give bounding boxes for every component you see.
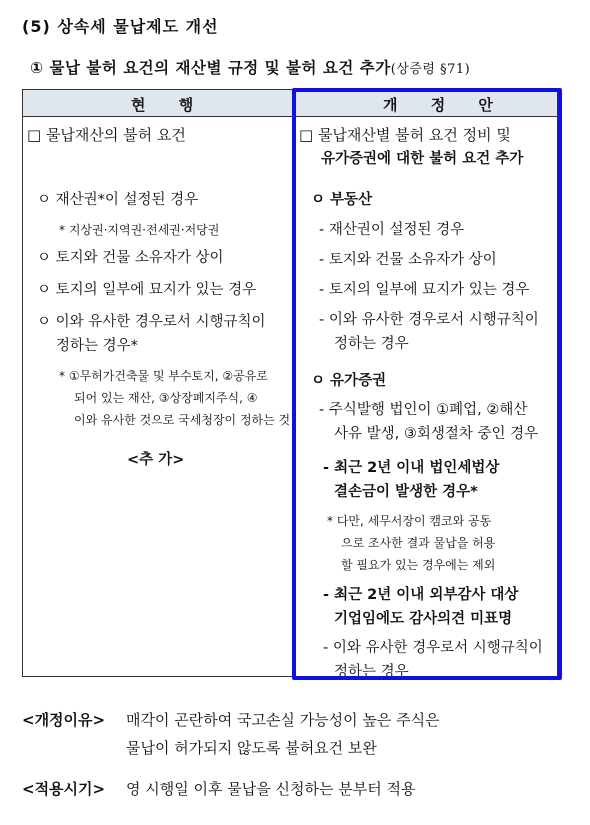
revised-box-title-line1: □ 물납재산별 불허 요건 정비 및 [299,126,511,144]
revised-highlight-box [292,88,562,680]
reason-line: 물납이 허가되지 않도록 불허요건 보완 [126,739,377,757]
current-note-line: * ①무허가건축물 및 부수토지, ②공유로 [59,369,268,383]
securities-note-line: * 다만, 세무서장이 캠코와 공동 [327,514,492,528]
current-box-title: □ 물납재산의 불허 요건 [27,126,186,144]
current-item: ㅇ 토지와 건물 소유자가 상이 [37,250,224,266]
securities-heading: ㅇ 유가증권 [311,373,387,389]
reason-label [22,707,105,733]
realestate-item: - 재산권이 설정된 경우 [319,222,465,238]
realestate-item-continued: 정하는 경우 [334,336,409,352]
current-added-label: <추 가> [127,452,185,468]
securities-note-line: 으로 조사한 결과 물납을 허용 [341,536,496,550]
reason-line: 매각이 곤란하여 국고손실 가능성이 높은 주식은 [126,711,440,729]
header-revised: 개 정 안 [383,96,507,114]
revised-box-title-line2: 유가증권에 대한 불허 요건 추가 [321,151,524,167]
realestate-item: - 토지의 일부에 묘지가 있는 경우 [319,282,530,298]
apply-label [22,776,105,802]
current-item: ㅇ 이와 유사한 경우로서 시행규칙이 [37,314,266,330]
securities-item-continued: 결손금이 발생한 경우* [334,484,478,500]
current-note-line: 되어 있는 재산, ③상장폐지주식, ④ [74,391,258,405]
securities-note-line: 할 필요가 있는 경우에는 제외 [341,558,496,572]
realestate-item: - 이와 유사한 경우로서 시행규칙이 [319,312,539,328]
securities-item: - 최근 2년 이내 법인세법상 [323,460,500,476]
subsection-title [30,56,470,78]
current-note-line: 이와 유사한 것으로 국세청장이 정하는 것 [74,413,291,427]
subsection-title-text: ① 물납 불허 요건의 재산별 규정 및 불허 요건 추가 [30,59,391,77]
reason-label-text: <개정이유> [22,711,106,729]
securities-item: - 이와 유사한 경우로서 시행규칙이 [323,640,543,656]
apply-label-text: <적용시기> [22,780,106,798]
securities-item: - 최근 2년 이내 외부감사 대상 [323,587,519,603]
current-item-continued: 정하는 경우* [56,338,138,354]
apply-text: 영 시행일 이후 물납을 신청하는 분부터 적용 [126,780,416,798]
realestate-heading: ㅇ 부동산 [311,192,373,208]
securities-item-continued: 정하는 경우 [334,664,409,680]
securities-item: - 주식발행 법인이 ①폐업, ②해산 [319,402,528,418]
current-item-note: * 지상권·지역권·전세권·저당권 [59,223,220,237]
section-title: (5) 상속세 물납제도 개선 [22,17,219,36]
current-item: ㅇ 토지의 일부에 묘지가 있는 경우 [37,282,257,298]
subsection-reference: (상증령 §71) [390,62,471,77]
header-current: 현 행 [131,96,208,114]
current-item: ㅇ 재산권*이 설정된 경우 [37,192,199,208]
securities-item-continued: 사유 발생, ③회생절차 중인 경우 [334,426,539,442]
realestate-item: - 토지와 건물 소유자가 상이 [319,252,497,268]
securities-item-continued: 기업임에도 감사의견 미표명 [334,611,513,627]
